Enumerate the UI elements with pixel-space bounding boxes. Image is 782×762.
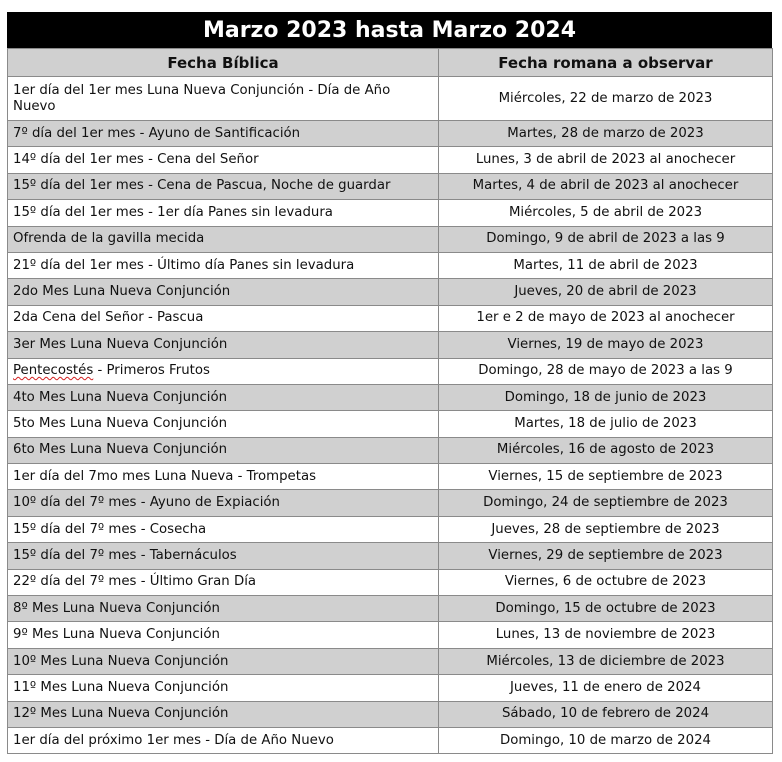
event-cell: 12º Mes Luna Nueva Conjunción (8, 701, 439, 727)
date-cell: Viernes, 15 de septiembre de 2023 (439, 464, 773, 490)
table-row (8, 516, 773, 542)
event-cell: 21º día del 1er mes - Último día Panes sin levadura (8, 252, 439, 278)
table-row (8, 77, 773, 121)
table-header-row (8, 49, 773, 77)
event-cell: 10º día del 7º mes - Ayuno de Expiación (8, 490, 439, 516)
event-cell: 9º Mes Luna Nueva Conjunción (8, 622, 439, 648)
date-cell: Domingo, 10 de marzo de 2024 (439, 727, 773, 753)
date-cell: Miércoles, 5 de abril de 2023 (439, 200, 773, 226)
date-cell: Martes, 11 de abril de 2023 (439, 252, 773, 278)
table-row (8, 596, 773, 622)
event-cell: Ofrenda de la gavilla mecida (8, 226, 439, 252)
date-cell: Miércoles, 13 de diciembre de 2023 (439, 648, 773, 674)
date-cell: Martes, 28 de marzo de 2023 (439, 121, 773, 147)
table-row (8, 252, 773, 278)
table-row (8, 121, 773, 147)
table-row (8, 490, 773, 516)
spellcheck-word: Pentecostés (13, 363, 94, 379)
date-cell: Lunes, 13 de noviembre de 2023 (439, 622, 773, 648)
event-cell: 6to Mes Luna Nueva Conjunción (8, 437, 439, 463)
date-cell: Jueves, 20 de abril de 2023 (439, 279, 773, 305)
event-cell: 7º día del 1er mes - Ayuno de Santificación (8, 121, 439, 147)
table-row (8, 569, 773, 595)
table-row (8, 675, 773, 701)
date-cell: Jueves, 11 de enero de 2024 (439, 675, 773, 701)
event-cell: 22º día del 7º mes - Último Gran Día (8, 569, 439, 595)
event-cell: 14º día del 1er mes - Cena del Señor (8, 147, 439, 173)
event-cell: 15º día del 1er mes - 1er día Panes sin levadura (8, 200, 439, 226)
date-cell: Viernes, 19 de mayo de 2023 (439, 332, 773, 358)
header-roman-date: Fecha romana a observar (439, 49, 773, 77)
table-row (8, 411, 773, 437)
event-cell: 5to Mes Luna Nueva Conjunción (8, 411, 439, 437)
event-cell: 4to Mes Luna Nueva Conjunción (8, 384, 439, 410)
sheet-title: Marzo 2023 hasta Marzo 2024 (7, 12, 772, 48)
date-cell: Martes, 18 de julio de 2023 (439, 411, 773, 437)
event-cell: 3er Mes Luna Nueva Conjunción (8, 332, 439, 358)
event-cell: 1er día del 7mo mes Luna Nueva - Trompetas (8, 464, 439, 490)
event-cell: 2da Cena del Señor - Pascua (8, 305, 439, 331)
date-cell: Jueves, 28 de septiembre de 2023 (439, 516, 773, 542)
event-cell: 1er día del 1er mes Luna Nueva Conjunción - Día de Año Nuevo (8, 77, 439, 121)
table-row (8, 701, 773, 727)
calendar-sheet (7, 12, 772, 754)
event-text: - Primeros Frutos (93, 363, 210, 379)
table-row (8, 305, 773, 331)
date-cell: Domingo, 9 de abril de 2023 a las 9 (439, 226, 773, 252)
table-row (8, 358, 773, 384)
event-cell: 15º día del 7º mes - Cosecha (8, 516, 439, 542)
table-row (8, 622, 773, 648)
date-cell: Lunes, 3 de abril de 2023 al anochecer (439, 147, 773, 173)
table-row (8, 200, 773, 226)
date-cell: Sábado, 10 de febrero de 2024 (439, 701, 773, 727)
table-row (8, 332, 773, 358)
table-row (8, 147, 773, 173)
event-cell: 10º Mes Luna Nueva Conjunción (8, 648, 439, 674)
table-row (8, 226, 773, 252)
feast-calendar-table (7, 48, 773, 754)
date-cell: Viernes, 29 de septiembre de 2023 (439, 543, 773, 569)
table-row (8, 437, 773, 463)
table-row (8, 384, 773, 410)
table-row (8, 279, 773, 305)
header-biblical-date: Fecha Bíblica (8, 49, 439, 77)
table-row (8, 543, 773, 569)
table-row (8, 648, 773, 674)
event-cell: 8º Mes Luna Nueva Conjunción (8, 596, 439, 622)
date-cell: Domingo, 15 de octubre de 2023 (439, 596, 773, 622)
date-cell: Martes, 4 de abril de 2023 al anochecer (439, 173, 773, 199)
date-cell: Miércoles, 22 de marzo de 2023 (439, 77, 773, 121)
date-cell: Viernes, 6 de octubre de 2023 (439, 569, 773, 595)
event-cell: 1er día del próximo 1er mes - Día de Año Nuevo (8, 727, 439, 753)
date-cell: Domingo, 28 de mayo de 2023 a las 9 (439, 358, 773, 384)
event-cell: 2do Mes Luna Nueva Conjunción (8, 279, 439, 305)
date-cell: Miércoles, 16 de agosto de 2023 (439, 437, 773, 463)
date-cell: Domingo, 18 de junio de 2023 (439, 384, 773, 410)
table-row (8, 173, 773, 199)
date-cell: Domingo, 24 de septiembre de 2023 (439, 490, 773, 516)
table-row (8, 727, 773, 753)
event-cell: 11º Mes Luna Nueva Conjunción (8, 675, 439, 701)
event-cell: 15º día del 7º mes - Tabernáculos (8, 543, 439, 569)
table-row (8, 464, 773, 490)
event-cell (8, 358, 439, 384)
event-cell: 15º día del 1er mes - Cena de Pascua, Noche de guardar (8, 173, 439, 199)
date-cell: 1er e 2 de mayo de 2023 al anochecer (439, 305, 773, 331)
